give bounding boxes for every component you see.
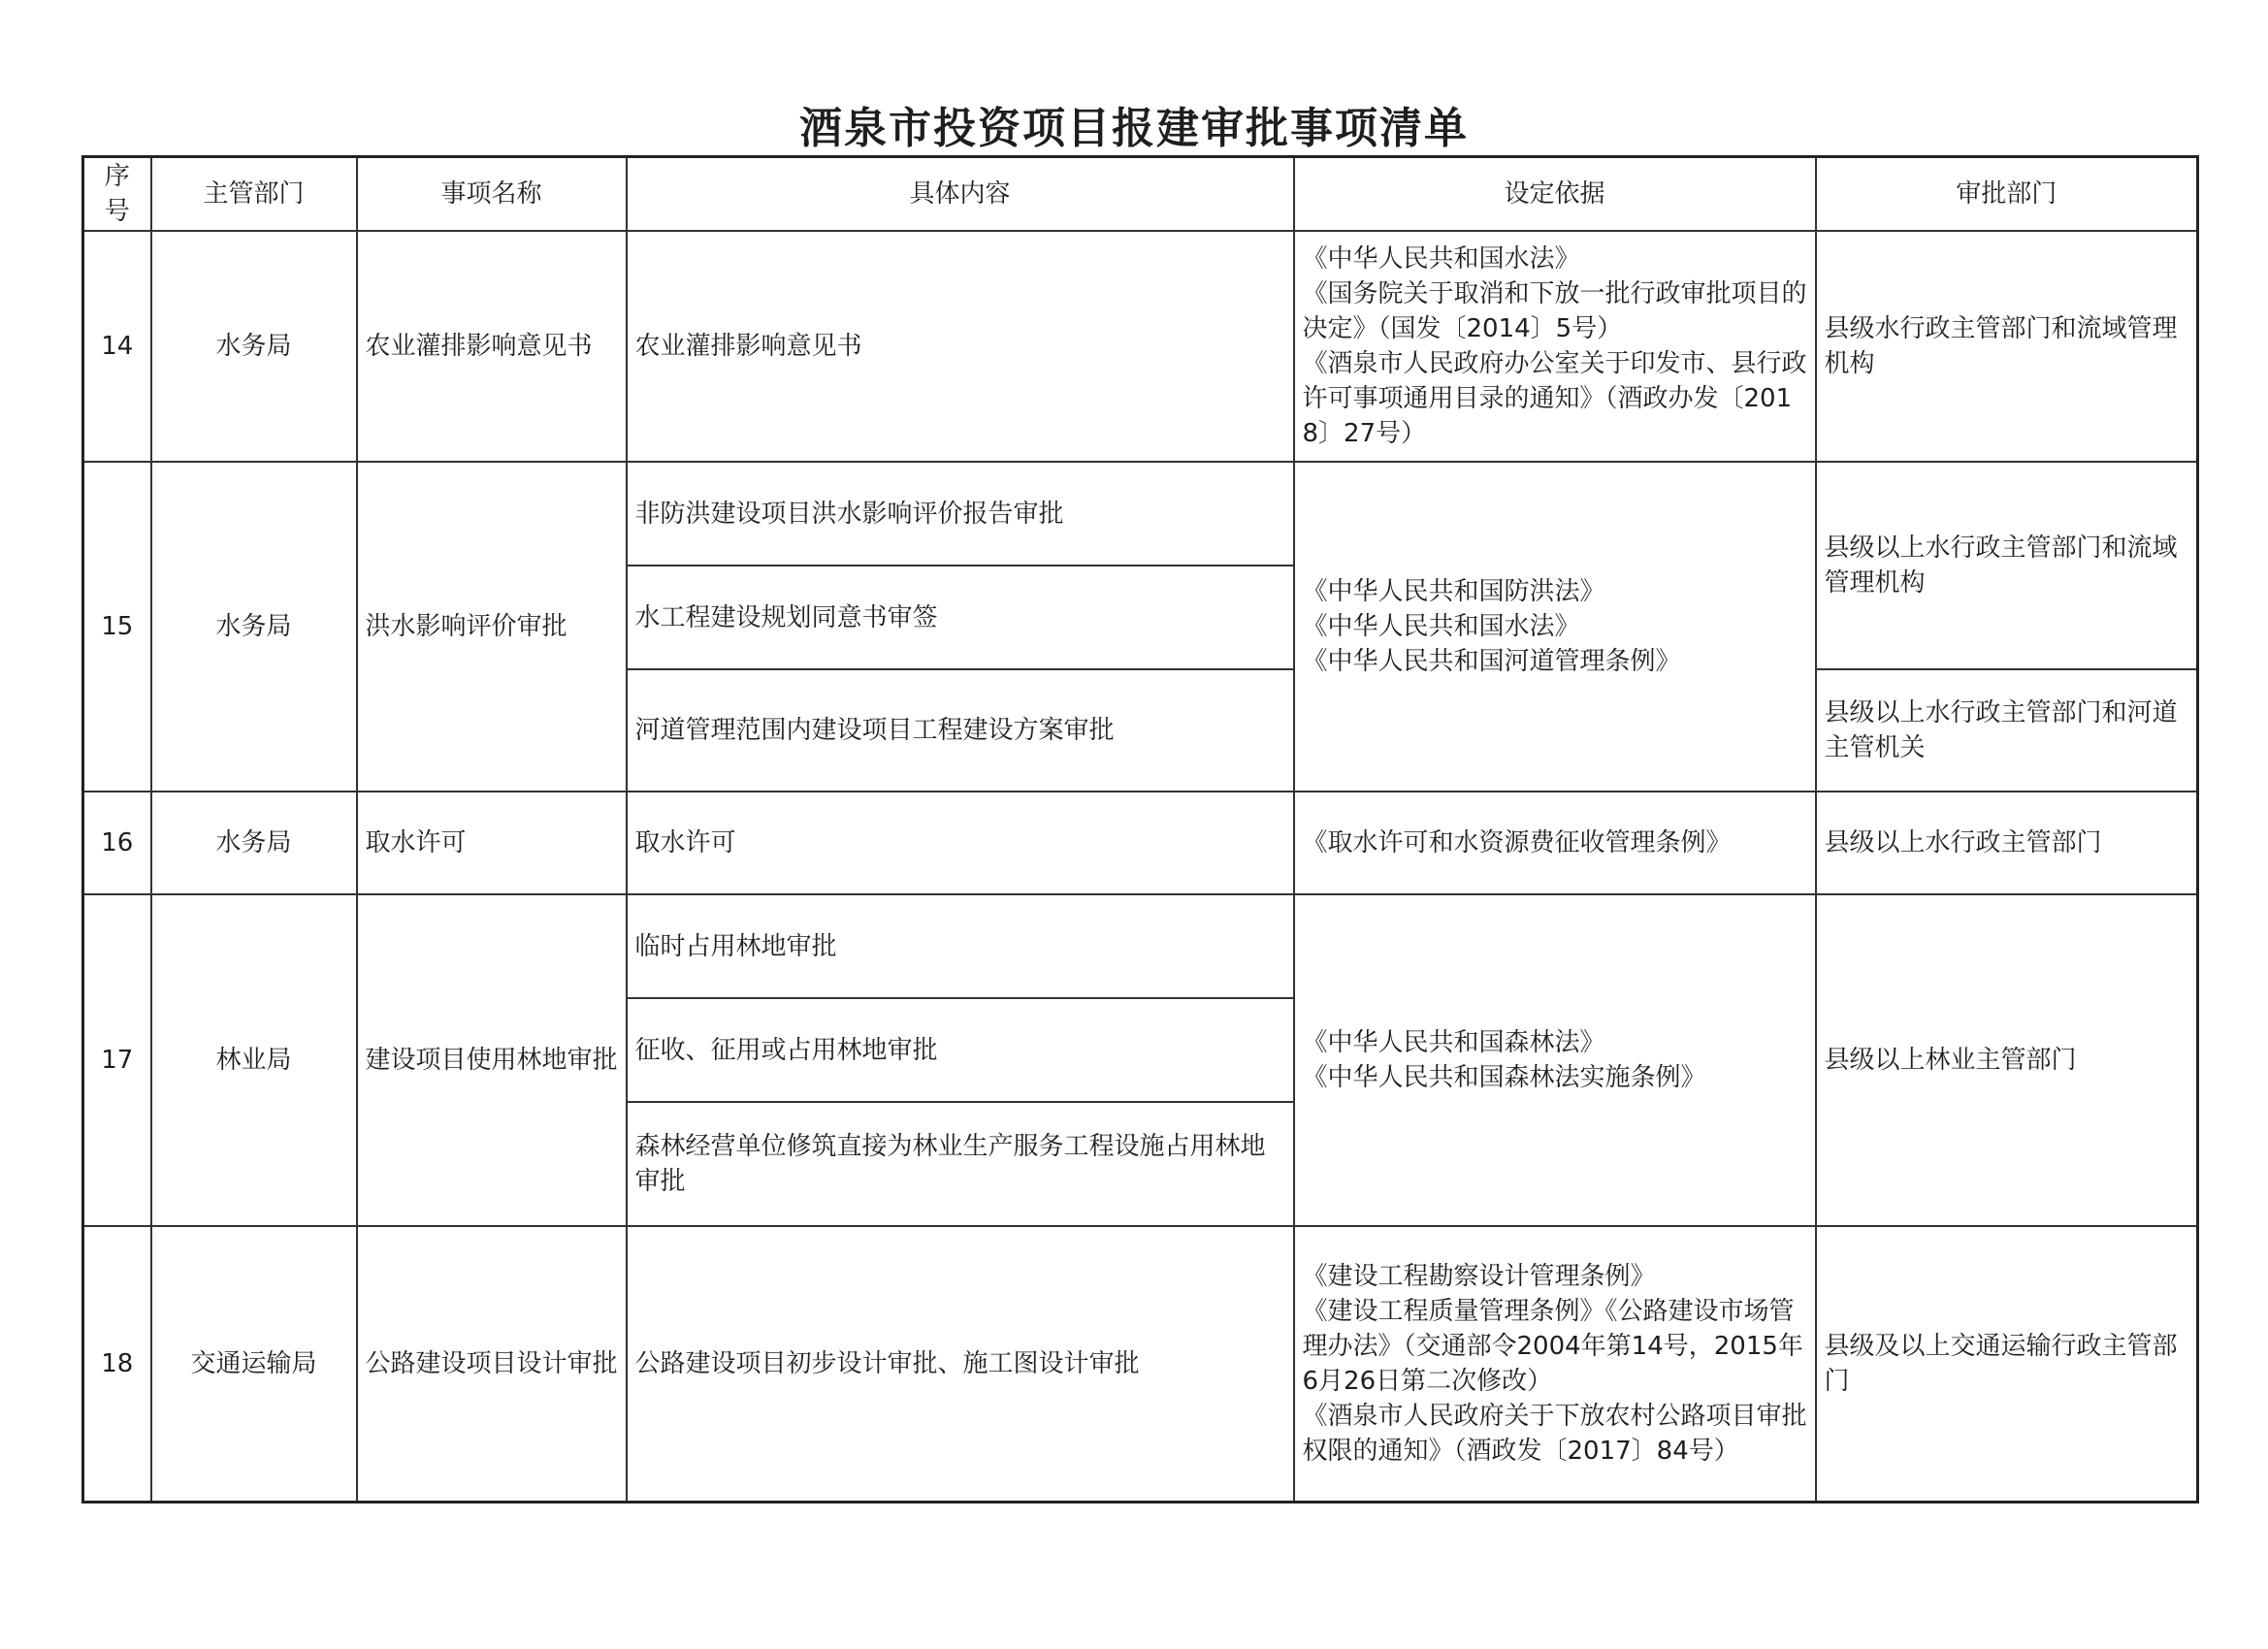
row-department: 水务局 — [151, 231, 357, 462]
table-row — [83, 231, 2198, 462]
basis-line: 《中华人民共和国水法》 — [1302, 612, 1580, 641]
row-approver: 县级水行政主管部门和流域管理机构 — [1816, 231, 2198, 462]
row-basis — [1294, 894, 1816, 1226]
row-content: 临时占用林地审批 — [627, 894, 1294, 998]
table-row — [83, 792, 2198, 894]
header-department: 主管部门 — [151, 157, 357, 232]
header-basis: 设定依据 — [1294, 157, 1816, 232]
basis-line: 《建设工程质量管理条例》《公路建设市场管理办法》（交通部令2004年第14号，2015年6月26日第二次修改） — [1302, 1296, 1803, 1396]
row-number: 16 — [83, 792, 151, 894]
row-basis — [1294, 231, 1816, 462]
row-content: 取水许可 — [627, 792, 1294, 894]
header-serial-no: 序号 — [83, 157, 151, 232]
row-item-name: 洪水影响评价审批 — [357, 462, 627, 792]
row-approver: 县级以上林业主管部门 — [1816, 894, 2198, 1226]
basis-line: 《国务院关于取消和下放一批行政审批项目的决定》（国发〔2014〕5号） — [1302, 279, 1807, 343]
row-content: 农业灌排影响意见书 — [627, 231, 1294, 462]
basis-line: 《中华人民共和国水法》 — [1302, 244, 1580, 274]
row-item-name: 农业灌排影响意见书 — [357, 231, 627, 462]
header-item-name: 事项名称 — [357, 157, 627, 232]
row-item-name: 取水许可 — [357, 792, 627, 894]
header-approver: 审批部门 — [1816, 157, 2198, 232]
row-item-name: 公路建设项目设计审批 — [357, 1226, 627, 1502]
basis-line: 《酒泉市人民政府办公室关于印发市、县行政许可事项通用目录的通知》（酒政办发〔2018〕27号） — [1302, 349, 1807, 448]
row-content: 非防洪建设项目洪水影响评价报告审批 — [627, 462, 1294, 566]
row-content: 征收、征用或占用林地审批 — [627, 998, 1294, 1102]
row-basis: 《取水许可和水资源费征收管理条例》 — [1294, 792, 1816, 894]
row-department: 水务局 — [151, 792, 357, 894]
basis-line: 《中华人民共和国河道管理条例》 — [1302, 647, 1681, 676]
row-number: 15 — [83, 462, 151, 792]
row-number: 14 — [83, 231, 151, 462]
basis-line: 《中华人民共和国森林法实施条例》 — [1302, 1063, 1706, 1092]
row-approver: 县级以上水行政主管部门和河道主管机关 — [1816, 669, 2198, 792]
table-row — [83, 1226, 2198, 1502]
table-row — [83, 462, 2198, 566]
row-department: 林业局 — [151, 894, 357, 1226]
row-department: 水务局 — [151, 462, 357, 792]
row-number: 18 — [83, 1226, 151, 1502]
basis-line: 《中华人民共和国防洪法》 — [1302, 577, 1605, 606]
row-content: 公路建设项目初步设计审批、施工图设计审批 — [627, 1226, 1294, 1502]
basis-line: 《建设工程勘察设计管理条例》 — [1302, 1261, 1656, 1291]
header-content: 具体内容 — [627, 157, 1294, 232]
approval-items-table — [81, 155, 2199, 1504]
row-content: 森林经营单位修筑直接为林业生产服务工程设施占用林地审批 — [627, 1102, 1294, 1226]
row-approver: 县级以上水行政主管部门 — [1816, 792, 2198, 894]
basis-line: 《酒泉市人民政府关于下放农村公路项目审批权限的通知》（酒政发〔2017〕84号） — [1302, 1401, 1807, 1466]
row-number: 17 — [83, 894, 151, 1226]
row-department: 交通运输局 — [151, 1226, 357, 1502]
row-content: 水工程建设规划同意书审签 — [627, 566, 1294, 669]
row-approver: 县级以上水行政主管部门和流域管理机构 — [1816, 462, 2198, 669]
row-approver: 县级及以上交通运输行政主管部门 — [1816, 1226, 2198, 1502]
document-title: 酒泉市投资项目报建审批事项清单 — [799, 104, 1469, 153]
basis-line: 《中华人民共和国森林法》 — [1302, 1028, 1605, 1057]
table-row — [83, 894, 2198, 998]
row-basis — [1294, 462, 1816, 792]
table-header-row — [83, 157, 2198, 232]
row-basis — [1294, 1226, 1816, 1502]
row-item-name: 建设项目使用林地审批 — [357, 894, 627, 1226]
row-content: 河道管理范围内建设项目工程建设方案审批 — [627, 669, 1294, 792]
